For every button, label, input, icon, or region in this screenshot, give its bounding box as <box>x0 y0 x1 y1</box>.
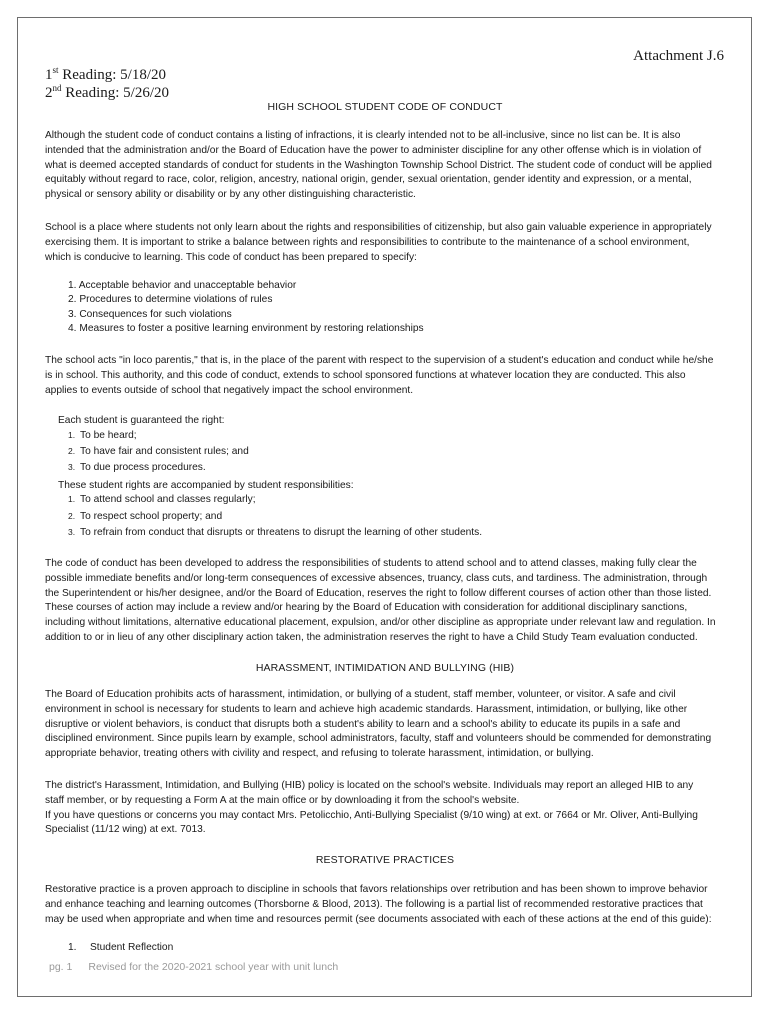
restorative-practices-paragraph: Restorative practice is a proven approach to discipline in schools that favors relationships over retribution and has been shown to improve behavior and enhance teaching and learning outcomes (Thorsborne & Blood, 2013). The following is a partial list of recommended restorative practices that may be used when appropriate and when time and resources permit (see documents associated with each of these actions at the end of this guide): <box>45 884 712 925</box>
rights-list-item: 3. To due process procedures. <box>68 462 206 473</box>
intro-paragraph: Although the student code of conduct contains a listing of infractions, it is clearly intended not to be all-inclusive, since no list can be. It is also intended that the administration and/or the Board of Education have the power to administer discipline for any other offense which is in violation of what is deemed accepted standards of conduct for students in the Washington Township School District. The student code of conduct will be applied equitably without regard to race, color, religion, ancestry, national origin, gender, sexual orientation, gender identity and expression, or a mental, physical or sensory ability or disability or by any other distinguishing characteristic. <box>45 130 712 201</box>
specify-list-item: 4. Measures to foster a positive learning environment by restoring relationships <box>68 323 424 334</box>
hib-section-title: HARASSMENT, INTIMIDATION AND BULLYING (HIB) <box>255 662 515 674</box>
restorative-list-item: 1. Student Reflection <box>68 942 174 953</box>
responsibilities-heading: These student rights are accompanied by student responsibilities: <box>58 480 354 491</box>
specify-list-item: 3. Consequences for such violations <box>68 309 232 320</box>
revision-note: Revised for the 2020-2021 school year with unit lunch <box>88 961 339 973</box>
attachment-label: Attachment J.6 <box>633 48 724 64</box>
page-footer <box>49 961 338 973</box>
hib-paragraph: The Board of Education prohibits acts of harassment, intimidation, or bullying of a student, staff member, volunteer, or visitor. A safe and civil environment in school is necessary for students to learn and achieve high academic standards. Harassment, intimidation, or bullying, like other disruptive or violent behaviors, is conduct that disrupts both a student's ability to learn and a school's ability to educate its pupils in a safe and disciplined environment. Since pupils learn by example, school administrators, faculty, staff and volunteers should be commended for demonstrating appropriate behavior, treating others with civility and respect, and refusing to tolerate harassment, intimidation, or bullying. <box>45 689 712 760</box>
hib-policy-paragraph: The district's Harassment, Intimidation, and Bullying (HIB) policy is located on the school's website. Individuals may report an alleged HIB to any staff member, or by requesting a Form A at the main office or by downloading it from the school's website. If you have questions or concerns you may contact Mrs. Petolicchio, Anti-Bullying Specialist (9/10 wing) at ext. or 7664 or Mr. Oliver, Anti-Bullying Specialist (11/12 wing) at ext. 7013. <box>45 780 698 836</box>
restorative-practices-title: RESTORATIVE PRACTICES <box>315 854 455 866</box>
rights-list-item: 1. To be heard; <box>68 430 137 441</box>
rights-heading: Each student is guaranteed the right: <box>58 415 225 426</box>
specify-list-item: 1. Acceptable behavior and unacceptable behavior <box>68 280 297 291</box>
first-reading-date: 1st Reading: 5/18/20 <box>45 65 167 83</box>
responsibilities-list-item: 1. To attend school and classes regularly; <box>68 494 256 505</box>
in-loco-parentis-paragraph: The school acts "in loco parentis," that is, in the place of the parent with respect to the supervision of a student's education and conduct while he/she is in school. This authority, and this code of conduct, extends to school sponsored functions at whatever location they are conducted. This also applies to events outside of school that negatively impact the school environment. <box>45 355 714 396</box>
school-paragraph: School is a place where students not only learn about the rights and responsibilities of citizenship, but also gain valuable experience in appropriately exercising them. It is important to strike a balance between rights and responsibilities to contribute to the maintenance of a school environment, which is conducive to learning. This code of conduct has been prepared to specify: <box>45 222 712 263</box>
rights-list-item: 2. To have fair and consistent rules; and <box>68 446 249 457</box>
document-title: HIGH SCHOOL STUDENT CODE OF CONDUCT <box>267 101 503 113</box>
code-of-conduct-paragraph: The code of conduct has been developed to address the responsibilities of students to attend school and to attend classes, making fully clear the possible immediate benefits and/or long-term consequences of excessive absences, truancy, class cuts, and tardiness. The administration, through the Superintendent or his/her designee, and/or the Board of Education, reserves the right to follow different courses of action other than those listed. These courses of action may include a review and/or hearing by the Board of Education with consideration for additional disciplinary sanctions, including without limitations, alternative educational placement, expulsion, and/or other discipline as appropriate under relevant law and regulation. In addition to or in lieu of any other disciplinary action taken, the administration reserves the right to have a Child Study Team evaluation conducted. <box>45 558 716 643</box>
page-number: pg. 1 <box>49 961 73 973</box>
second-reading-date: 2nd Reading: 5/26/20 <box>45 83 169 101</box>
specify-list-item: 2. Procedures to determine violations of rules <box>68 294 273 305</box>
responsibilities-list-item: 2. To respect school property; and <box>68 511 223 522</box>
responsibilities-list-item: 3. To refrain from conduct that disrupts or threatens to disrupt the learning of other students. <box>68 527 483 538</box>
